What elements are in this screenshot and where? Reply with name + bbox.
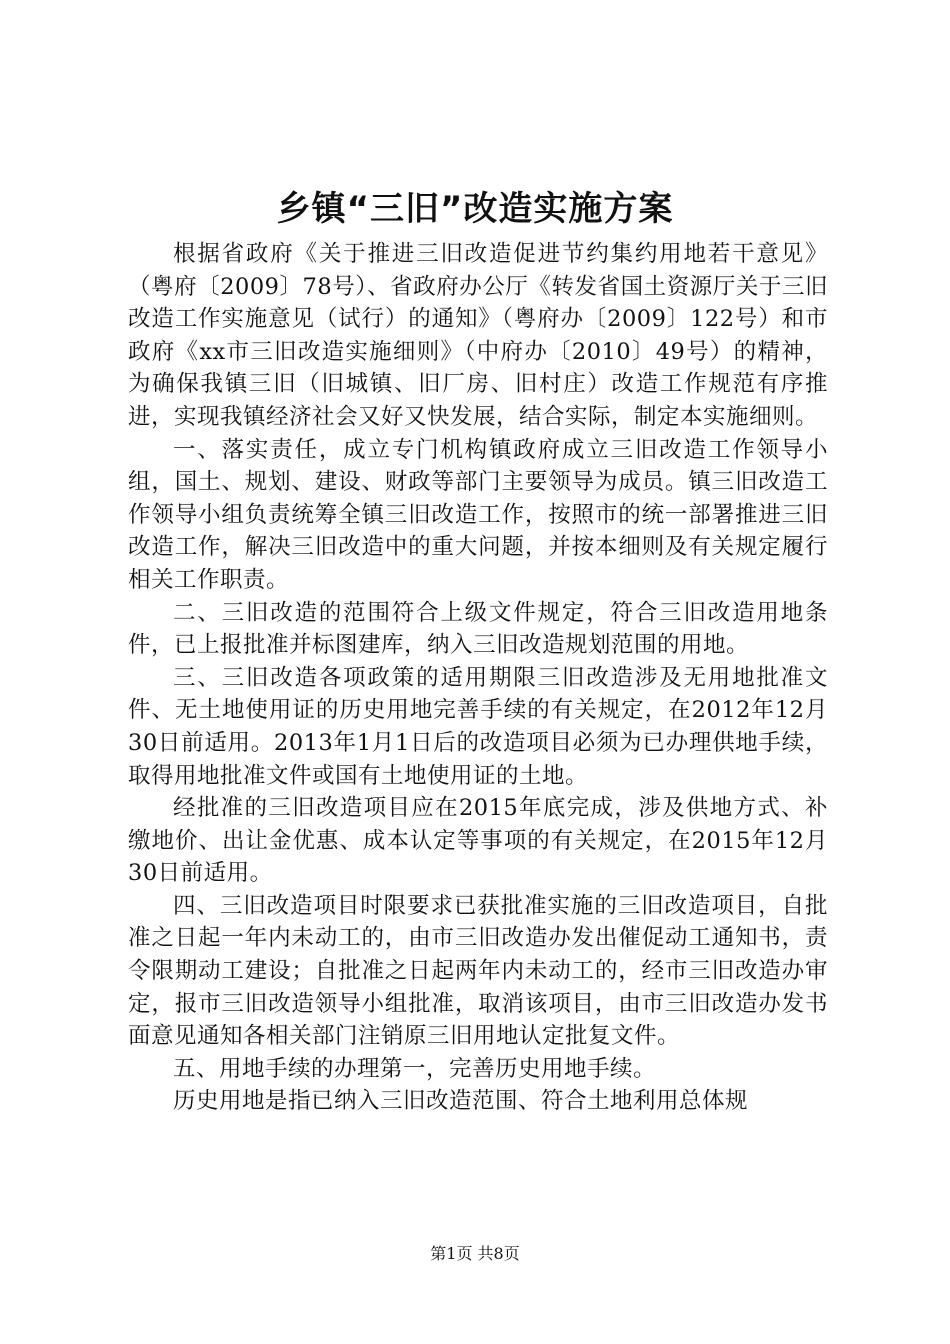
page-footer: 第1页 共8页	[430, 1244, 520, 1263]
paragraph: 一、落实责任，成立专门机构镇政府成立三旧改造工作领导小组，国土、规划、建设、财政等部门主要领导为成员。镇三旧改造工作领导小组负责统筹全镇三旧改造工作，按照市的统一部署推进三旧改造工作，解决三旧改造中的重大问题，并按本细则及有关规定履行相关工作职责。	[128, 436, 828, 593]
paragraph: 经批准的三旧改造项目应在2015年底完成，涉及供地方式、补缴地价、出让金优惠、成本认定等事项的有关规定，在2015年12月30日前适用。	[128, 795, 828, 887]
paragraph: 四、三旧改造项目时限要求已获批准实施的三旧改造项目，自批准之日起一年内未动工的，由市三旧改造办发出催促动工通知书，责令限期动工建设；自批准之日起两年内未动工的，经市三旧改造办审定，报市三旧改造领导小组批准，取消该项目，由市三旧改造办发书面意见通知各相关部门注销原三旧用地认定批复文件。	[128, 892, 828, 1050]
document-title: 乡镇“三旧”改造实施方案	[276, 189, 674, 229]
paragraph: 三、三旧改造各项政策的适用期限三旧改造涉及无用地批准文件、无土地使用证的历史用地完善手续的有关规定，在2012年12月30日前适用。2013年1月1日后的改造项目必须为已办理供地手续，取得用地批准文件或国有土地使用证的土地。	[128, 664, 828, 789]
paragraph: 历史用地是指已纳入三旧改造范围、符合土地利用总体规	[173, 1088, 749, 1115]
paragraph: 根据省政府《关于推进三旧改造促进节约集约用地若干意见》（粤府〔2009〕78号）、省政府办公厅《转发省国土资源厅关于三旧改造工作实施意见（试行）的通知》（粤府办〔2009〕122号）和市政府《xx市三旧改造实施细则》（中府办〔2010〕49号）的精神，为确保我镇三旧（旧城镇、旧厂房、旧村庄）改造工作规范有序推进，实现我镇经济社会又好又快发展，结合实际，制定本实施细则。	[128, 241, 828, 430]
paragraph: 五、用地手续的办理第一，完善历史用地手续。	[173, 1055, 657, 1082]
document-body	[128, 238, 828, 1118]
paragraph: 二、三旧改造的范围符合上级文件规定，符合三旧改造用地条件，已上报批准并标图建库，纳入三旧改造规划范围的用地。	[128, 599, 828, 659]
